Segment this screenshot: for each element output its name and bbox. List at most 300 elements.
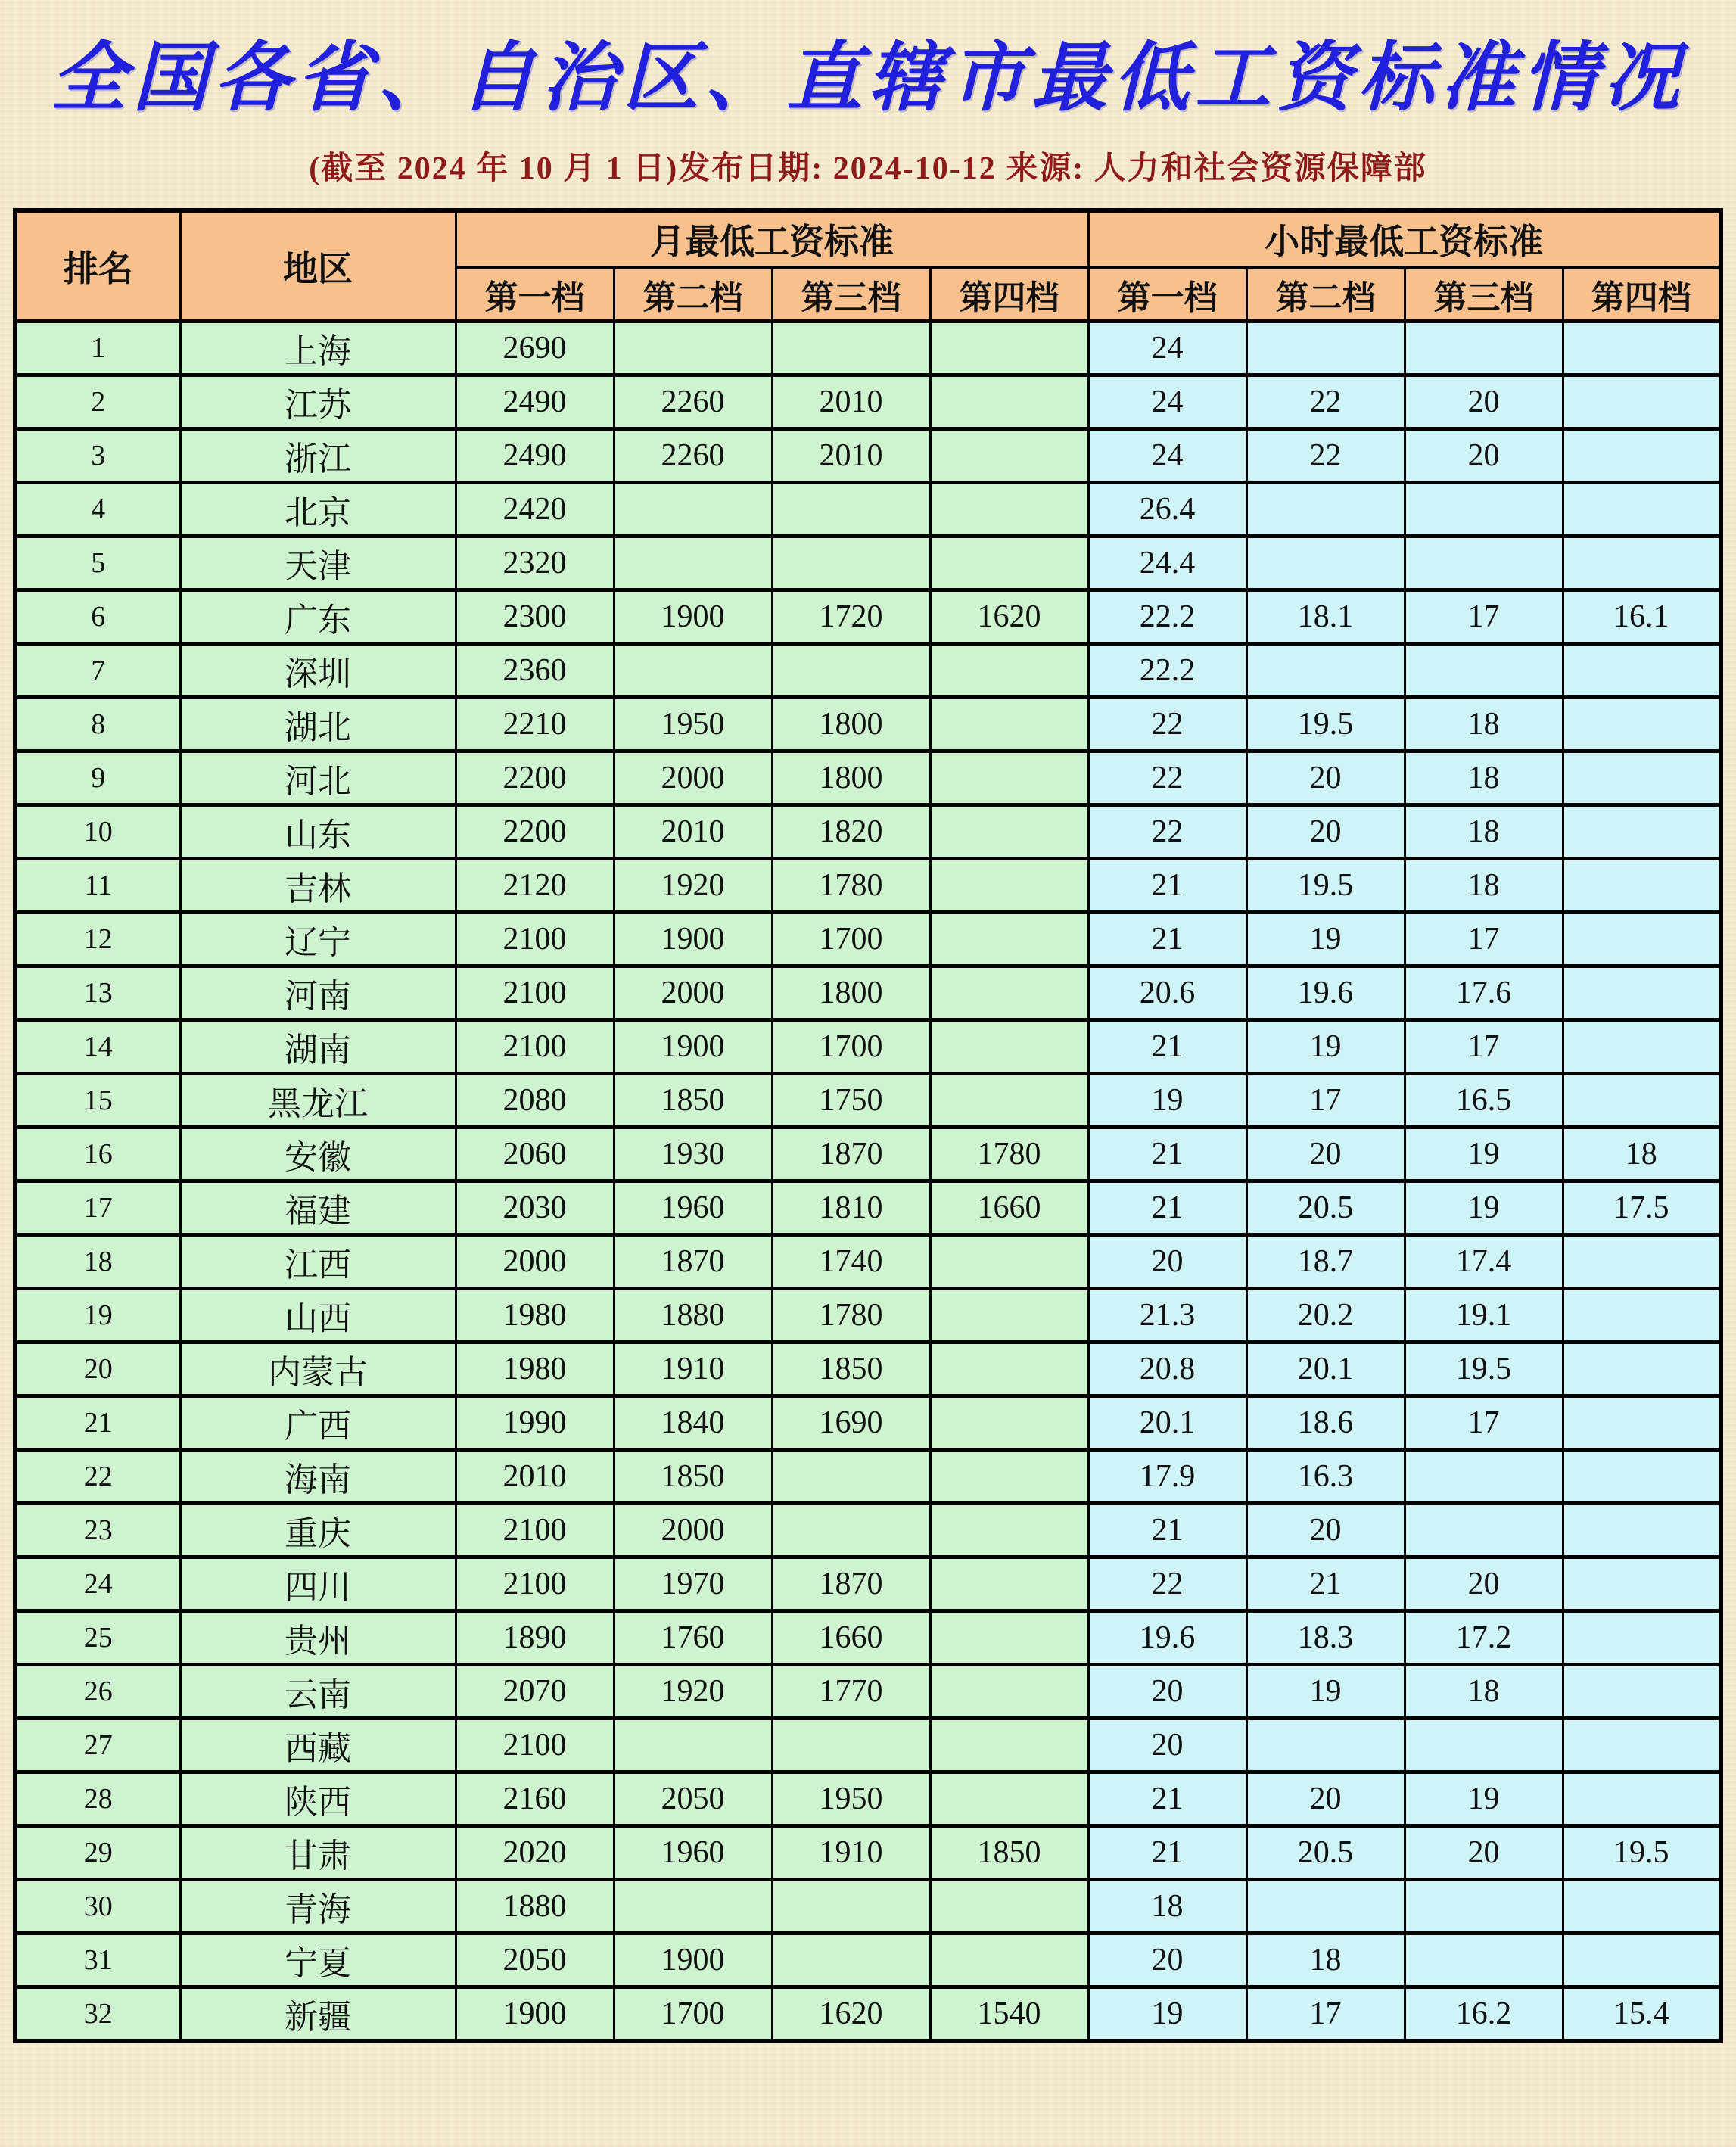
hourly-tier-3-cell: 17 — [1405, 1396, 1563, 1450]
hourly-tier-1-cell: 21 — [1088, 1181, 1246, 1235]
rank-cell: 28 — [15, 1772, 180, 1826]
hourly-tier-4-cell: 17.5 — [1563, 1181, 1721, 1235]
region-cell: 西藏 — [180, 1719, 456, 1772]
hourly-tier-1-cell: 24.4 — [1088, 537, 1246, 590]
hourly-tier-2-cell: 20 — [1246, 805, 1405, 859]
monthly-tier-3-cell: 2010 — [772, 375, 930, 429]
table-row — [15, 1557, 1721, 1611]
monthly-tier-3-cell: 1620 — [772, 1987, 930, 2042]
hourly-tier-1-cell: 26.4 — [1088, 483, 1246, 537]
monthly-tier-2-cell: 1900 — [614, 590, 772, 644]
monthly-tier-1-cell: 2060 — [456, 1128, 614, 1181]
monthly-tier-4-cell: 1850 — [930, 1826, 1088, 1880]
monthly-tier-3-cell: 1690 — [772, 1396, 930, 1450]
rank-cell: 24 — [15, 1557, 180, 1611]
rank-cell: 23 — [15, 1504, 180, 1557]
region-cell: 内蒙古 — [180, 1343, 456, 1396]
monthly-tier-2-cell — [614, 537, 772, 590]
rank-cell: 7 — [15, 644, 180, 698]
monthly-tier-3-cell: 1800 — [772, 698, 930, 751]
monthly-tier-3-cell: 1800 — [772, 966, 930, 1020]
monthly-tier-2-cell: 2000 — [614, 966, 772, 1020]
hourly-tier-3-cell: 17 — [1405, 590, 1563, 644]
monthly-tier-2-cell — [614, 322, 772, 375]
monthly-tier-1-cell: 2100 — [456, 1719, 614, 1772]
region-cell: 深圳 — [180, 644, 456, 698]
header-hourly-tier-2: 第二档 — [1246, 268, 1405, 322]
monthly-tier-4-cell — [930, 859, 1088, 913]
monthly-tier-4-cell — [930, 1719, 1088, 1772]
hourly-tier-1-cell: 22 — [1088, 805, 1246, 859]
hourly-tier-4-cell — [1563, 1557, 1721, 1611]
monthly-tier-1-cell: 2490 — [456, 429, 614, 483]
monthly-tier-1-cell: 1900 — [456, 1987, 614, 2042]
hourly-tier-3-cell — [1405, 1719, 1563, 1772]
hourly-tier-4-cell — [1563, 1719, 1721, 1772]
rank-cell: 11 — [15, 859, 180, 913]
monthly-tier-1-cell: 2100 — [456, 913, 614, 966]
monthly-tier-4-cell — [930, 698, 1088, 751]
table-row — [15, 1128, 1721, 1181]
hourly-tier-3-cell: 17.4 — [1405, 1235, 1563, 1289]
monthly-tier-2-cell: 2050 — [614, 1772, 772, 1826]
hourly-tier-4-cell — [1563, 1665, 1721, 1719]
hourly-tier-4-cell — [1563, 375, 1721, 429]
monthly-tier-4-cell — [930, 1504, 1088, 1557]
hourly-tier-2-cell: 18.3 — [1246, 1611, 1405, 1665]
hourly-tier-1-cell: 24 — [1088, 375, 1246, 429]
table-row — [15, 1450, 1721, 1504]
hourly-tier-2-cell: 18.7 — [1246, 1235, 1405, 1289]
region-cell: 江西 — [180, 1235, 456, 1289]
table-row — [15, 322, 1721, 375]
monthly-tier-1-cell: 2690 — [456, 322, 614, 375]
region-cell: 辽宁 — [180, 913, 456, 966]
hourly-tier-2-cell — [1246, 537, 1405, 590]
hourly-tier-1-cell: 17.9 — [1088, 1450, 1246, 1504]
monthly-tier-1-cell: 2100 — [456, 1557, 614, 1611]
header-region: 地区 — [180, 210, 456, 322]
monthly-tier-2-cell: 1880 — [614, 1289, 772, 1343]
monthly-tier-1-cell: 2050 — [456, 1934, 614, 1987]
monthly-tier-3-cell — [772, 1504, 930, 1557]
hourly-tier-3-cell: 19 — [1405, 1772, 1563, 1826]
hourly-tier-4-cell — [1563, 1074, 1721, 1128]
monthly-tier-4-cell — [930, 1934, 1088, 1987]
rank-cell: 10 — [15, 805, 180, 859]
monthly-tier-2-cell: 1900 — [614, 913, 772, 966]
monthly-tier-3-cell: 1740 — [772, 1235, 930, 1289]
monthly-tier-1-cell: 2080 — [456, 1074, 614, 1128]
hourly-tier-1-cell: 21.3 — [1088, 1289, 1246, 1343]
header-hourly-tier-3: 第三档 — [1405, 268, 1563, 322]
region-cell: 福建 — [180, 1181, 456, 1235]
rank-cell: 15 — [15, 1074, 180, 1128]
rank-cell: 19 — [15, 1289, 180, 1343]
region-cell: 云南 — [180, 1665, 456, 1719]
rank-cell: 17 — [15, 1181, 180, 1235]
monthly-tier-3-cell: 1700 — [772, 1020, 930, 1074]
page-subtitle: (截至 2024 年 10 月 1 日)发布日期: 2024-10-12 来源: 人力和社会资源保障部 — [309, 151, 1427, 186]
region-cell: 山东 — [180, 805, 456, 859]
header-group-row — [15, 210, 1721, 268]
hourly-tier-3-cell — [1405, 1504, 1563, 1557]
hourly-tier-4-cell — [1563, 1235, 1721, 1289]
region-cell: 四川 — [180, 1557, 456, 1611]
hourly-tier-4-cell — [1563, 1396, 1721, 1450]
hourly-tier-3-cell: 19 — [1405, 1128, 1563, 1181]
monthly-tier-1-cell: 2070 — [456, 1665, 614, 1719]
monthly-tier-4-cell — [930, 537, 1088, 590]
region-cell: 重庆 — [180, 1504, 456, 1557]
monthly-tier-4-cell — [930, 429, 1088, 483]
hourly-tier-2-cell: 20 — [1246, 1128, 1405, 1181]
monthly-tier-4-cell — [930, 1289, 1088, 1343]
hourly-tier-2-cell: 20.2 — [1246, 1289, 1405, 1343]
monthly-tier-4-cell — [930, 1880, 1088, 1934]
region-cell: 安徽 — [180, 1128, 456, 1181]
region-cell: 新疆 — [180, 1987, 456, 2042]
monthly-tier-1-cell: 2160 — [456, 1772, 614, 1826]
hourly-tier-3-cell — [1405, 322, 1563, 375]
monthly-tier-3-cell: 1910 — [772, 1826, 930, 1880]
header-monthly-tier-4: 第四档 — [930, 268, 1088, 322]
hourly-tier-1-cell: 21 — [1088, 859, 1246, 913]
hourly-tier-4-cell — [1563, 322, 1721, 375]
hourly-tier-4-cell — [1563, 429, 1721, 483]
monthly-tier-4-cell — [930, 1772, 1088, 1826]
monthly-tier-2-cell: 1700 — [614, 1987, 772, 2042]
monthly-tier-4-cell — [930, 1235, 1088, 1289]
region-cell: 湖南 — [180, 1020, 456, 1074]
monthly-tier-2-cell: 1960 — [614, 1181, 772, 1235]
header-monthly-tier-1: 第一档 — [456, 268, 614, 322]
table-row — [15, 1289, 1721, 1343]
monthly-tier-4-cell — [930, 966, 1088, 1020]
region-cell: 山西 — [180, 1289, 456, 1343]
rank-cell: 25 — [15, 1611, 180, 1665]
hourly-tier-2-cell — [1246, 1880, 1405, 1934]
hourly-tier-1-cell: 20 — [1088, 1719, 1246, 1772]
table-row — [15, 644, 1721, 698]
monthly-tier-3-cell: 1870 — [772, 1557, 930, 1611]
hourly-tier-2-cell: 22 — [1246, 429, 1405, 483]
table-body — [15, 322, 1721, 2042]
hourly-tier-3-cell: 18 — [1405, 1665, 1563, 1719]
monthly-tier-3-cell — [772, 1719, 930, 1772]
hourly-tier-1-cell: 21 — [1088, 1020, 1246, 1074]
hourly-tier-1-cell: 19 — [1088, 1074, 1246, 1128]
rank-cell: 9 — [15, 751, 180, 805]
rank-cell: 8 — [15, 698, 180, 751]
hourly-tier-2-cell: 19.6 — [1246, 966, 1405, 1020]
monthly-tier-3-cell — [772, 1450, 930, 1504]
monthly-tier-3-cell: 1950 — [772, 1772, 930, 1826]
hourly-tier-4-cell — [1563, 1343, 1721, 1396]
hourly-tier-4-cell — [1563, 1611, 1721, 1665]
hourly-tier-4-cell — [1563, 751, 1721, 805]
header-monthly-group: 月最低工资标准 — [456, 210, 1088, 268]
hourly-tier-2-cell: 17 — [1246, 1074, 1405, 1128]
hourly-tier-4-cell — [1563, 1450, 1721, 1504]
hourly-tier-2-cell: 20 — [1246, 1772, 1405, 1826]
rank-cell: 16 — [15, 1128, 180, 1181]
hourly-tier-2-cell: 19 — [1246, 1665, 1405, 1719]
header-monthly-tier-2: 第二档 — [614, 268, 772, 322]
monthly-tier-3-cell: 1700 — [772, 913, 930, 966]
table-row — [15, 859, 1721, 913]
monthly-tier-1-cell: 1980 — [456, 1343, 614, 1396]
monthly-tier-4-cell — [930, 375, 1088, 429]
hourly-tier-1-cell: 21 — [1088, 1772, 1246, 1826]
rank-cell: 6 — [15, 590, 180, 644]
monthly-tier-2-cell: 1850 — [614, 1450, 772, 1504]
hourly-tier-2-cell: 17 — [1246, 1987, 1405, 2042]
hourly-tier-1-cell: 20.1 — [1088, 1396, 1246, 1450]
monthly-tier-2-cell: 1960 — [614, 1826, 772, 1880]
monthly-tier-3-cell: 1720 — [772, 590, 930, 644]
monthly-tier-1-cell: 2200 — [456, 805, 614, 859]
hourly-tier-1-cell: 18 — [1088, 1880, 1246, 1934]
monthly-tier-1-cell: 2030 — [456, 1181, 614, 1235]
hourly-tier-2-cell: 19 — [1246, 913, 1405, 966]
table-row — [15, 1235, 1721, 1289]
monthly-tier-2-cell: 1920 — [614, 1665, 772, 1719]
monthly-tier-3-cell: 1750 — [772, 1074, 930, 1128]
hourly-tier-4-cell — [1563, 537, 1721, 590]
hourly-tier-4-cell — [1563, 698, 1721, 751]
table-row — [15, 1074, 1721, 1128]
rank-cell: 3 — [15, 429, 180, 483]
hourly-tier-3-cell: 18 — [1405, 805, 1563, 859]
monthly-tier-2-cell: 1930 — [614, 1128, 772, 1181]
monthly-tier-4-cell — [930, 322, 1088, 375]
monthly-tier-1-cell: 2320 — [456, 537, 614, 590]
monthly-tier-2-cell — [614, 1880, 772, 1934]
table-row — [15, 1772, 1721, 1826]
monthly-tier-1-cell: 2200 — [456, 751, 614, 805]
monthly-tier-1-cell: 2490 — [456, 375, 614, 429]
monthly-tier-1-cell: 2300 — [456, 590, 614, 644]
hourly-tier-1-cell: 21 — [1088, 1826, 1246, 1880]
region-cell: 贵州 — [180, 1611, 456, 1665]
hourly-tier-1-cell: 20.6 — [1088, 966, 1246, 1020]
region-cell: 河北 — [180, 751, 456, 805]
monthly-tier-4-cell — [930, 1020, 1088, 1074]
monthly-tier-4-cell — [930, 1450, 1088, 1504]
monthly-tier-3-cell: 1780 — [772, 859, 930, 913]
monthly-tier-4-cell: 1620 — [930, 590, 1088, 644]
hourly-tier-3-cell: 17.2 — [1405, 1611, 1563, 1665]
monthly-tier-3-cell: 2010 — [772, 429, 930, 483]
hourly-tier-4-cell — [1563, 1020, 1721, 1074]
hourly-tier-1-cell: 20 — [1088, 1665, 1246, 1719]
hourly-tier-4-cell — [1563, 1772, 1721, 1826]
hourly-tier-4-cell — [1563, 483, 1721, 537]
hourly-tier-2-cell: 19.5 — [1246, 859, 1405, 913]
table-row — [15, 1020, 1721, 1074]
table-row — [15, 1504, 1721, 1557]
monthly-tier-4-cell — [930, 1396, 1088, 1450]
hourly-tier-3-cell: 16.2 — [1405, 1987, 1563, 2042]
monthly-tier-2-cell: 2260 — [614, 429, 772, 483]
hourly-tier-3-cell: 16.5 — [1405, 1074, 1563, 1128]
monthly-tier-3-cell — [772, 483, 930, 537]
hourly-tier-2-cell: 20 — [1246, 751, 1405, 805]
monthly-tier-3-cell: 1810 — [772, 1181, 930, 1235]
table-row — [15, 698, 1721, 751]
table-row — [15, 1611, 1721, 1665]
hourly-tier-2-cell — [1246, 483, 1405, 537]
monthly-tier-3-cell: 1800 — [772, 751, 930, 805]
hourly-tier-2-cell: 18.6 — [1246, 1396, 1405, 1450]
hourly-tier-4-cell: 16.1 — [1563, 590, 1721, 644]
monthly-tier-3-cell — [772, 1880, 930, 1934]
hourly-tier-2-cell: 22 — [1246, 375, 1405, 429]
monthly-tier-4-cell — [930, 805, 1088, 859]
monthly-tier-1-cell: 2360 — [456, 644, 614, 698]
rank-cell: 21 — [15, 1396, 180, 1450]
monthly-tier-3-cell: 1780 — [772, 1289, 930, 1343]
hourly-tier-3-cell — [1405, 1880, 1563, 1934]
monthly-tier-2-cell: 1850 — [614, 1074, 772, 1128]
hourly-tier-1-cell: 20 — [1088, 1934, 1246, 1987]
monthly-tier-3-cell — [772, 644, 930, 698]
monthly-tier-4-cell — [930, 1665, 1088, 1719]
table-row — [15, 1396, 1721, 1450]
monthly-tier-4-cell — [930, 1611, 1088, 1665]
rank-cell: 13 — [15, 966, 180, 1020]
monthly-tier-1-cell: 1880 — [456, 1880, 614, 1934]
monthly-tier-1-cell: 1990 — [456, 1396, 614, 1450]
region-cell: 广西 — [180, 1396, 456, 1450]
hourly-tier-4-cell: 15.4 — [1563, 1987, 1721, 2042]
monthly-tier-4-cell — [930, 483, 1088, 537]
hourly-tier-1-cell: 21 — [1088, 1504, 1246, 1557]
hourly-tier-2-cell — [1246, 1719, 1405, 1772]
monthly-tier-2-cell: 1870 — [614, 1235, 772, 1289]
hourly-tier-4-cell — [1563, 966, 1721, 1020]
page-title: 全国各省、自治区、直辖市最低工资标准情况 — [51, 36, 1685, 120]
hourly-tier-3-cell: 20 — [1405, 1557, 1563, 1611]
region-cell: 广东 — [180, 590, 456, 644]
hourly-tier-4-cell — [1563, 913, 1721, 966]
hourly-tier-3-cell: 17 — [1405, 913, 1563, 966]
monthly-tier-2-cell: 2010 — [614, 805, 772, 859]
monthly-tier-3-cell: 1870 — [772, 1128, 930, 1181]
hourly-tier-3-cell: 18 — [1405, 751, 1563, 805]
monthly-tier-2-cell: 1950 — [614, 698, 772, 751]
hourly-tier-2-cell: 18.1 — [1246, 590, 1405, 644]
hourly-tier-4-cell — [1563, 1880, 1721, 1934]
monthly-tier-2-cell: 1900 — [614, 1020, 772, 1074]
monthly-tier-1-cell: 1980 — [456, 1289, 614, 1343]
monthly-tier-1-cell: 2100 — [456, 1504, 614, 1557]
wage-table — [13, 208, 1723, 2043]
monthly-tier-4-cell — [930, 1557, 1088, 1611]
hourly-tier-2-cell: 20.1 — [1246, 1343, 1405, 1396]
table-row — [15, 751, 1721, 805]
region-cell: 甘肃 — [180, 1826, 456, 1880]
monthly-tier-3-cell: 1850 — [772, 1343, 930, 1396]
rank-cell: 4 — [15, 483, 180, 537]
monthly-tier-1-cell: 2020 — [456, 1826, 614, 1880]
hourly-tier-1-cell: 21 — [1088, 1128, 1246, 1181]
hourly-tier-3-cell: 19.1 — [1405, 1289, 1563, 1343]
hourly-tier-1-cell: 19.6 — [1088, 1611, 1246, 1665]
monthly-tier-3-cell — [772, 1934, 930, 1987]
hourly-tier-2-cell: 19.5 — [1246, 698, 1405, 751]
hourly-tier-1-cell: 24 — [1088, 322, 1246, 375]
hourly-tier-3-cell — [1405, 1450, 1563, 1504]
hourly-tier-3-cell: 17.6 — [1405, 966, 1563, 1020]
table-header — [15, 210, 1721, 322]
hourly-tier-3-cell — [1405, 483, 1563, 537]
hourly-tier-1-cell: 20 — [1088, 1235, 1246, 1289]
table-row — [15, 1343, 1721, 1396]
table-row — [15, 966, 1721, 1020]
hourly-tier-3-cell: 19.5 — [1405, 1343, 1563, 1396]
header-hourly-tier-1: 第一档 — [1088, 268, 1246, 322]
table-row — [15, 1934, 1721, 1987]
hourly-tier-1-cell: 21 — [1088, 913, 1246, 966]
hourly-tier-1-cell: 20.8 — [1088, 1343, 1246, 1396]
hourly-tier-3-cell: 18 — [1405, 859, 1563, 913]
region-cell: 黑龙江 — [180, 1074, 456, 1128]
hourly-tier-2-cell: 19 — [1246, 1020, 1405, 1074]
table-row — [15, 1880, 1721, 1934]
monthly-tier-3-cell — [772, 537, 930, 590]
region-cell: 浙江 — [180, 429, 456, 483]
hourly-tier-1-cell: 24 — [1088, 429, 1246, 483]
hourly-tier-1-cell: 19 — [1088, 1987, 1246, 2042]
rank-cell: 5 — [15, 537, 180, 590]
hourly-tier-2-cell: 16.3 — [1246, 1450, 1405, 1504]
table-row — [15, 1719, 1721, 1772]
hourly-tier-2-cell — [1246, 322, 1405, 375]
monthly-tier-4-cell — [930, 751, 1088, 805]
monthly-tier-4-cell — [930, 1074, 1088, 1128]
region-cell: 江苏 — [180, 375, 456, 429]
region-cell: 青海 — [180, 1880, 456, 1934]
region-cell: 上海 — [180, 322, 456, 375]
rank-cell: 18 — [15, 1235, 180, 1289]
region-cell: 天津 — [180, 537, 456, 590]
rank-cell: 30 — [15, 1880, 180, 1934]
table-row — [15, 537, 1721, 590]
region-cell: 湖北 — [180, 698, 456, 751]
header-rank: 排名 — [15, 210, 180, 322]
hourly-tier-1-cell: 22 — [1088, 698, 1246, 751]
monthly-tier-2-cell: 1920 — [614, 859, 772, 913]
hourly-tier-4-cell: 18 — [1563, 1128, 1721, 1181]
table-row — [15, 483, 1721, 537]
hourly-tier-4-cell — [1563, 1504, 1721, 1557]
rank-cell: 32 — [15, 1987, 180, 2042]
hourly-tier-2-cell: 20.5 — [1246, 1181, 1405, 1235]
hourly-tier-3-cell — [1405, 1934, 1563, 1987]
monthly-tier-4-cell: 1660 — [930, 1181, 1088, 1235]
hourly-tier-3-cell: 17 — [1405, 1020, 1563, 1074]
hourly-tier-3-cell: 19 — [1405, 1181, 1563, 1235]
monthly-tier-4-cell — [930, 1343, 1088, 1396]
hourly-tier-4-cell — [1563, 805, 1721, 859]
monthly-tier-3-cell: 1820 — [772, 805, 930, 859]
hourly-tier-4-cell — [1563, 859, 1721, 913]
region-cell: 河南 — [180, 966, 456, 1020]
hourly-tier-4-cell — [1563, 1934, 1721, 1987]
region-cell: 吉林 — [180, 859, 456, 913]
